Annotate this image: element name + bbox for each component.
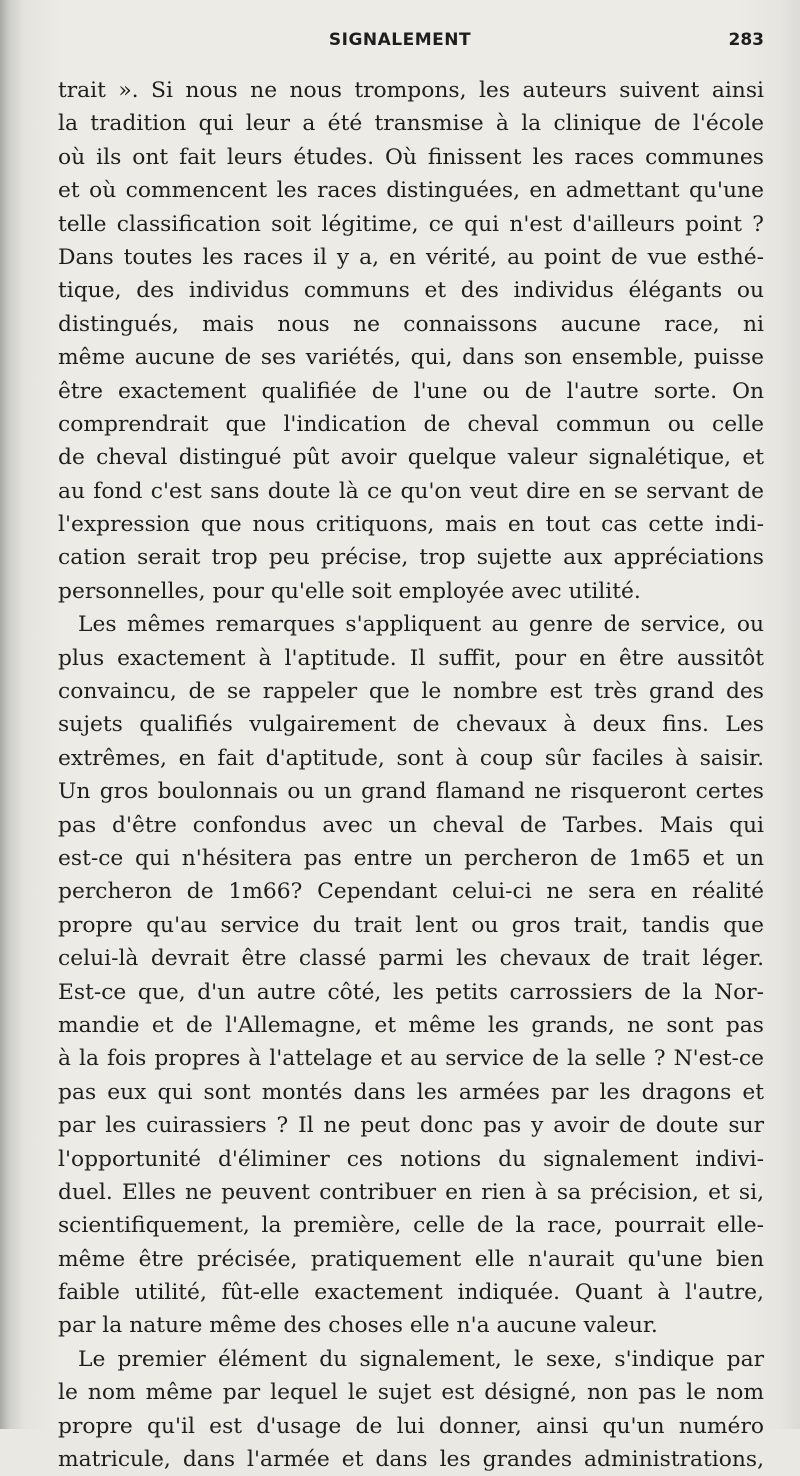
text-line: pas d'être confondus avec un cheval de Tarbes. Mais qui — [58, 812, 764, 838]
text-line: personnelles, pour qu'elle soit employée avec utilité. — [58, 578, 641, 604]
text-line: Le premier élément du signalement, le sexe, s'indique par — [78, 1346, 764, 1372]
text-line: la tradition qui leur a été transmise à la clinique de l'école — [58, 111, 764, 137]
text-line: au fond c'est sans doute là ce qu'on veut dire en se servant de — [58, 478, 764, 504]
text-line: de cheval distingué pût avoir quelque valeur signalétique, et — [58, 445, 764, 471]
text-line: percheron de 1m66? Cependant celui-ci ne sera en réalité — [58, 879, 764, 905]
text-line: matricule, dans l'armée et dans les grandes administrations, — [58, 1447, 764, 1473]
text-line: pas eux qui sont montés dans les armées par les dragons et — [58, 1079, 764, 1105]
text-line: par la nature même des choses elle n'a aucune valeur. — [58, 1313, 658, 1339]
text-line: où ils ont fait leurs études. Où finissent les races communes — [58, 144, 764, 170]
text-line: plus exactement à l'aptitude. Il suffit, pour en être aussitôt — [58, 645, 764, 671]
text-line: l'opportunité d'éliminer ces notions du signalement indivi- — [58, 1146, 764, 1172]
text-line: Dans toutes les races il y a, en vérité, au point de vue esthé- — [58, 244, 764, 270]
text-line: distingués, mais nous ne connaissons aucune race, ni — [58, 311, 764, 337]
text-line: Un gros boulonnais ou un grand flamand ne risqueront certes — [58, 779, 764, 805]
page-header — [0, 30, 800, 60]
text-line: mandie et de l'Allemagne, et même les grands, ne sont pas — [58, 1012, 764, 1038]
body-text — [58, 74, 764, 1476]
text-line: propre qu'au service du trait lent ou gros trait, tandis que — [58, 912, 764, 938]
text-line: celui-là devrait être classé parmi les chevaux de trait léger. — [58, 946, 764, 972]
text-line: même aucune de ses variétés, qui, dans son ensemble, puisse — [58, 345, 764, 371]
text-line: duel. Elles ne peuvent contribuer en rien à sa précision, et si, — [58, 1179, 764, 1205]
page-number: 283 — [728, 30, 764, 50]
text-line: cation serait trop peu précise, trop sujette aux appréciations — [58, 545, 764, 571]
text-line: comprendrait que l'indication de cheval commun ou celle — [58, 411, 764, 437]
text-line: est-ce qui n'hésitera pas entre un percheron de 1m65 et un — [58, 845, 764, 871]
text-line: Est-ce que, d'un autre côté, les petits carrossiers de la Nor- — [58, 979, 764, 1005]
text-line: à la fois propres à l'attelage et au service de la selle ? N'est-ce — [58, 1046, 764, 1072]
text-line: trait ». Si nous ne nous trompons, les auteurs suivent ainsi — [58, 78, 764, 103]
text-line: le nom même par lequel le sujet est désigné, non pas le nom — [58, 1380, 764, 1406]
text-line: par les cuirassiers ? Il ne peut donc pas y avoir de doute sur — [58, 1113, 764, 1139]
text-line: l'expression que nous critiquons, mais en tout cas cette indi- — [58, 512, 764, 538]
text-line: et où commencent les races distinguées, en admettant qu'une — [58, 178, 764, 204]
text-line: propre qu'il est d'usage de lui donner, ainsi qu'un numéro — [58, 1413, 764, 1439]
running-title: SIGNALEMENT — [328, 30, 472, 50]
text-line: convaincu, de se rappeler que le nombre est très grand des — [58, 679, 764, 705]
text-line: extrêmes, en fait d'aptitude, sont à coup sûr faciles à saisir. — [58, 745, 764, 771]
text-line: Les mêmes remarques s'appliquent au genre de service, ou — [78, 612, 764, 638]
text-line: faible utilité, fût-elle exactement indiquée. Quant à l'autre, — [58, 1280, 764, 1306]
text-line: sujets qualifiés vulgairement de chevaux à deux fins. Les — [58, 712, 764, 738]
text-line: scientifiquement, la première, celle de la race, pourrait elle- — [58, 1213, 764, 1239]
text-line: tique, des individus communs et des individus élégants ou — [58, 278, 764, 304]
text-line: telle classification soit légitime, ce qui n'est d'ailleurs point ? — [58, 211, 764, 237]
text-line: être exactement qualifiée de l'une ou de l'autre sorte. On — [58, 378, 764, 404]
text-line: même être précisée, pratiquement elle n'aurait qu'une bien — [58, 1246, 764, 1272]
